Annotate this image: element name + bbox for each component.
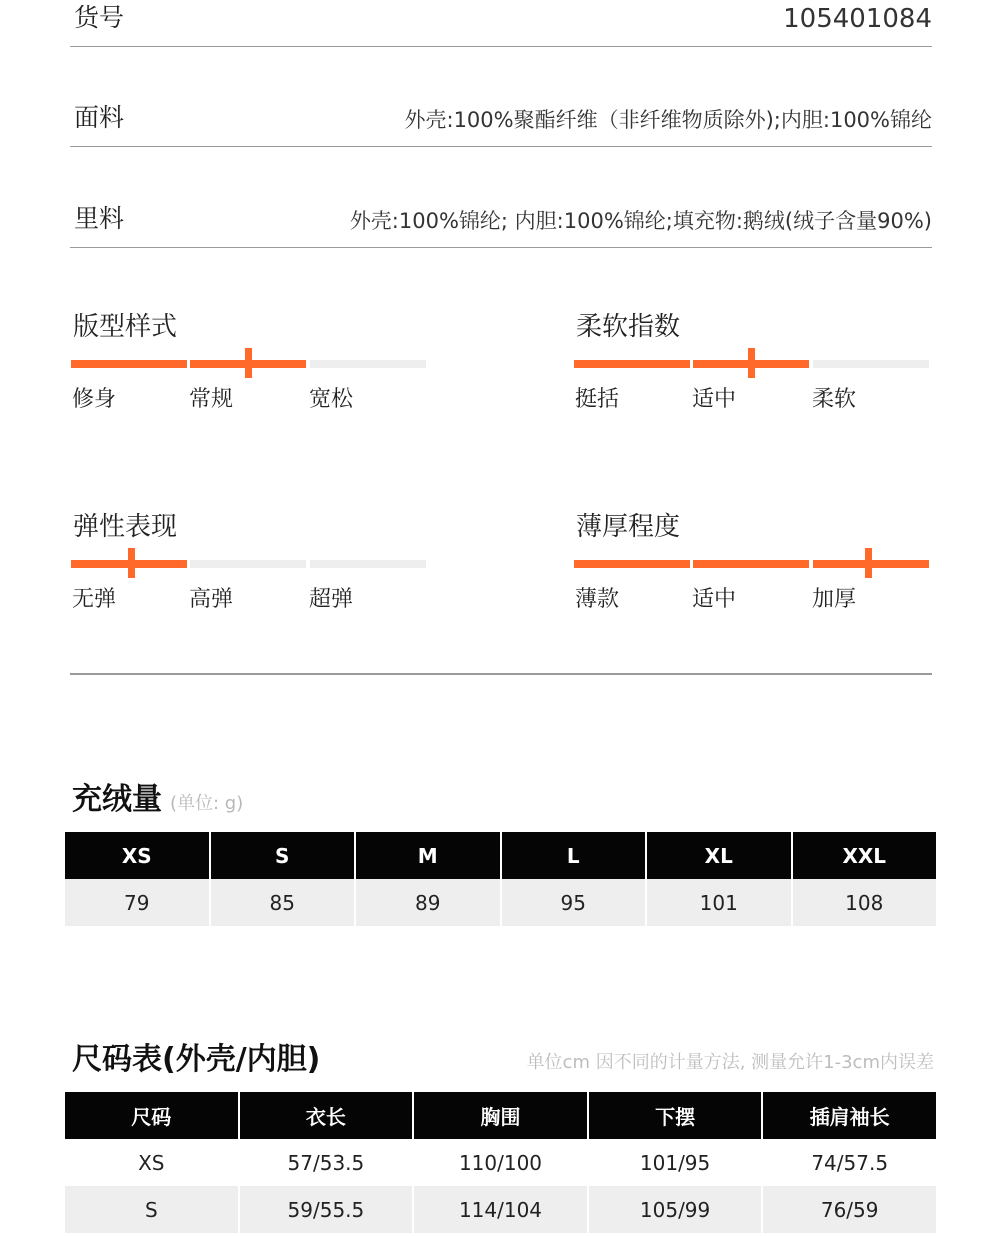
scale-title: 柔软指数	[576, 312, 681, 342]
size-header: XS	[65, 832, 209, 879]
scale-segment	[190, 560, 306, 568]
spec-label: 货号	[74, 3, 125, 32]
scale-option: 高弹	[189, 587, 234, 612]
scale-title: 弹性表现	[73, 512, 178, 542]
table-row	[65, 1186, 936, 1233]
table-cell: XS	[138, 1150, 165, 1175]
spec-value: 105401084	[783, 4, 932, 34]
size-header: L	[502, 832, 646, 879]
table-cell: 76/59	[763, 1186, 936, 1233]
scale-option: 修身	[72, 387, 117, 412]
table-cell: 59/55.5	[240, 1186, 413, 1233]
size-chart-title: 尺码表(外壳/内胆)	[72, 1042, 321, 1077]
scale-option: 常规	[189, 387, 234, 412]
table-cell: 110/100	[458, 1150, 543, 1175]
spec-row-lining	[70, 147, 932, 248]
scale-option: 挺括	[575, 387, 620, 412]
fill-value: 101	[647, 879, 791, 926]
scale-segment	[693, 560, 809, 568]
spec-value: 外壳:100%锦纶; 内胆:100%锦纶;填充物:鹅绒(绒子含量90%)	[349, 209, 932, 233]
scale-marker	[128, 548, 135, 578]
scale-title: 薄厚程度	[576, 512, 681, 542]
scale-option: 无弹	[72, 587, 117, 612]
section-divider	[70, 673, 932, 675]
fill-table-header	[65, 832, 936, 879]
scale-option: 适中	[692, 587, 737, 612]
scale-segment	[310, 360, 426, 368]
scale-option: 加厚	[812, 587, 857, 612]
table-cell: 74/57.5	[811, 1150, 889, 1175]
scale-title: 版型样式	[73, 312, 178, 342]
size-chart-note: 单位cm 因不同的计量方法, 测量允许1-3cm内误差	[526, 1052, 934, 1073]
table-cell: 57/53.5	[287, 1150, 365, 1175]
scale-marker	[748, 348, 755, 378]
fill-value: 79	[65, 879, 209, 926]
scale-option: 适中	[692, 387, 737, 412]
size-header: M	[356, 832, 500, 879]
table-cell: 114/104	[414, 1186, 587, 1233]
scale-marker	[245, 348, 252, 378]
scale-fit-style	[71, 306, 427, 416]
fill-value: 89	[356, 879, 500, 926]
column-header: 插肩袖长	[763, 1092, 936, 1139]
size-chart-header	[65, 1092, 936, 1139]
table-row	[65, 879, 936, 926]
spec-label: 里料	[74, 204, 125, 233]
scale-segment	[574, 560, 690, 568]
table-cell: 101/95	[639, 1150, 711, 1175]
table-row	[65, 1139, 936, 1186]
scale-segment	[574, 360, 690, 368]
size-chart-table	[63, 1092, 938, 1233]
fill-table	[63, 832, 938, 926]
spec-label: 面料	[74, 103, 125, 132]
table-cell: S	[65, 1186, 238, 1233]
scale-marker	[865, 548, 872, 578]
fill-value: 95	[502, 879, 646, 926]
fill-value: 85	[211, 879, 355, 926]
fill-section-title	[72, 774, 243, 818]
scale-segment	[813, 360, 929, 368]
scale-elasticity	[71, 506, 427, 616]
column-header: 尺码	[65, 1092, 238, 1139]
size-header: XXL	[793, 832, 937, 879]
size-header: S	[211, 832, 355, 879]
table-cell: 105/99	[589, 1186, 762, 1233]
scale-option: 超弹	[309, 587, 354, 612]
scale-option: 薄款	[575, 587, 620, 612]
size-header: XL	[647, 832, 791, 879]
scale-option: 柔软	[812, 387, 857, 412]
column-header: 下摆	[589, 1092, 762, 1139]
scale-thickness	[574, 506, 930, 616]
fill-value: 108	[793, 879, 937, 926]
spec-row-fabric	[70, 46, 932, 147]
spec-value: 外壳:100%聚酯纤维（非纤维物质除外);内胆:100%锦纶	[404, 108, 932, 132]
spec-row-item-no	[70, 0, 932, 47]
fill-title: 充绒量	[72, 782, 162, 817]
column-header: 衣长	[240, 1092, 413, 1139]
scale-option: 宽松	[309, 387, 354, 412]
fill-unit: (单位: g)	[170, 793, 244, 814]
scale-segment	[310, 560, 426, 568]
scale-softness	[574, 306, 930, 416]
scale-segment	[71, 360, 187, 368]
column-header: 胸围	[414, 1092, 587, 1139]
